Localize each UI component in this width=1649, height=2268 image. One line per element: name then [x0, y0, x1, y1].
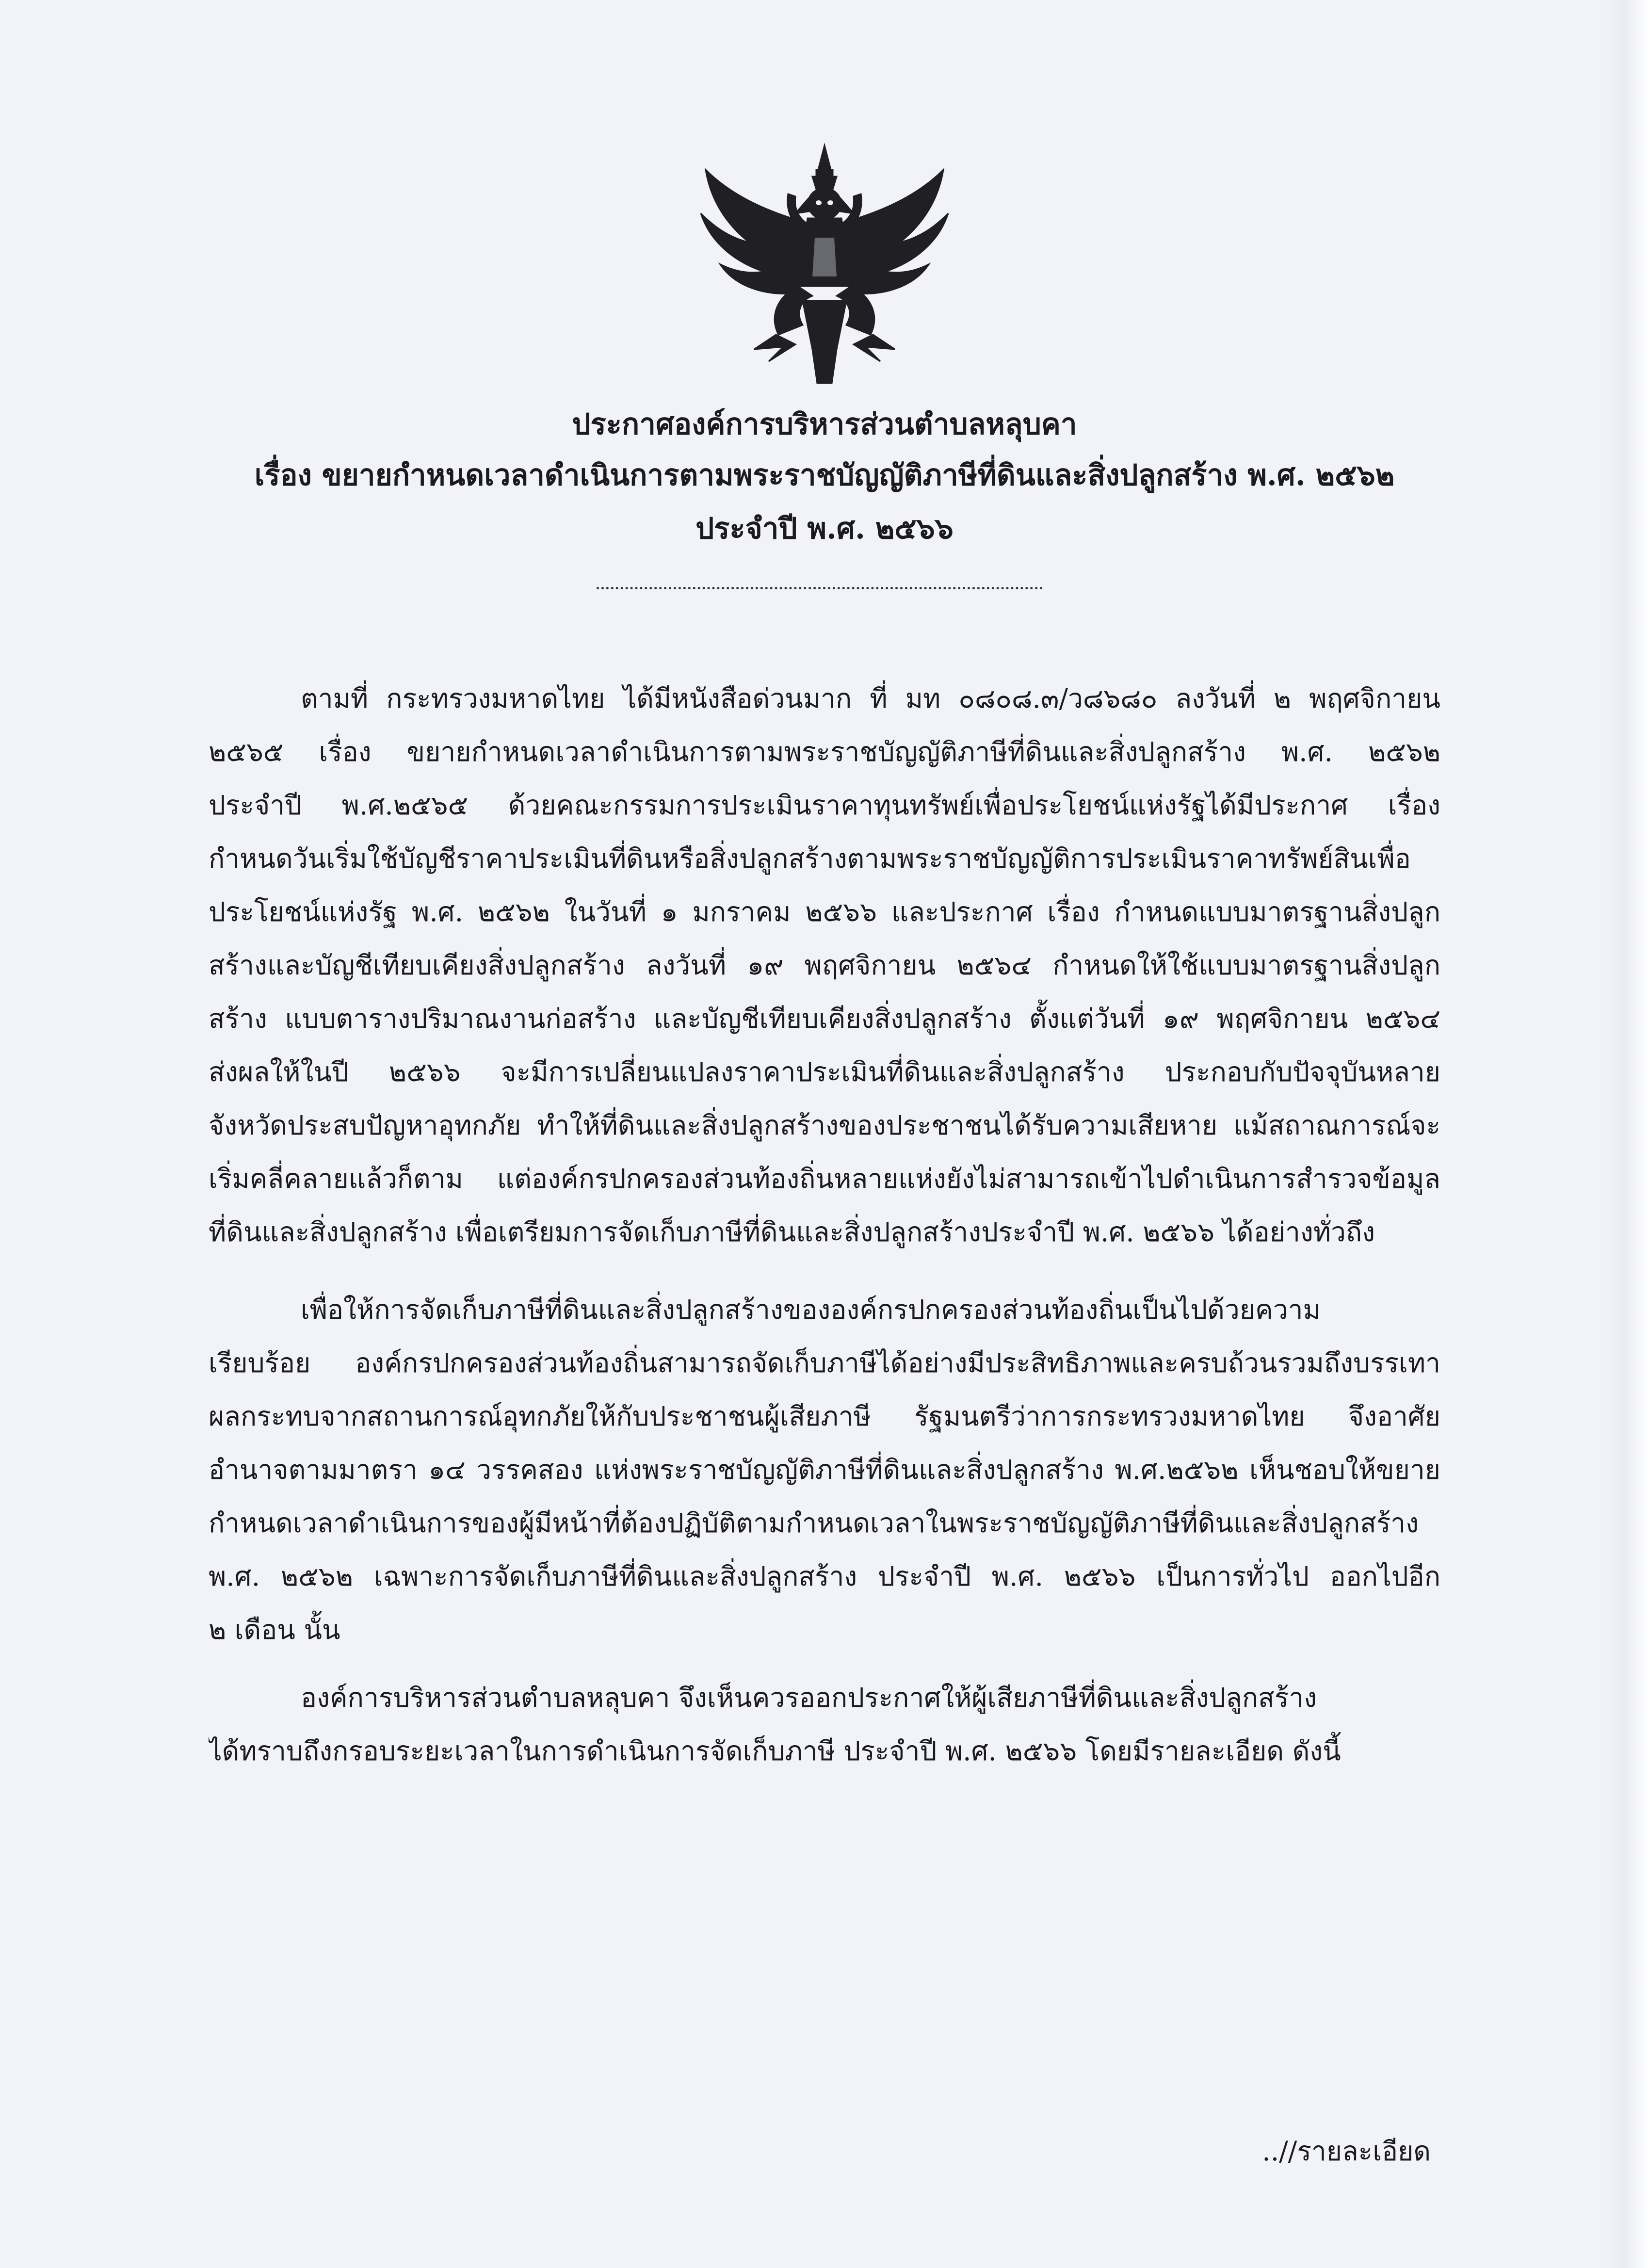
- paragraph2-line: เรียบร้อย องค์กรปกครองส่วนท้องถิ่นสามารถจัดเก็บภาษีได้อย่างมีประสิทธิภาพและครบถ้วนรวมถึงบรรเทา: [209, 1347, 1440, 1378]
- paragraph1-line: สร้าง แบบตารางปริมาณงานก่อสร้าง และบัญชีเทียบเคียงสิ่งปลูกสร้าง ตั้งแต่วันที่ ๑๙ พฤศจิกายน ๒๕๖๔: [209, 1003, 1440, 1034]
- paragraph1-line: กำหนดวันเริ่มใช้บัญชีราคาประเมินที่ดินหรือสิ่งปลูกสร้างตามพระราชบัญญัติการประเมินราคาทรัพย์สินเพื่อ: [209, 843, 1411, 874]
- page-edge: [1605, 0, 1649, 2268]
- paragraph2-line: ผลกระทบจากสถานการณ์อุทกภัยให้กับประชาชนผู้เสียภาษี รัฐมนตรีว่าการกระทรวงมหาดไทย จึงอาศัย: [209, 1401, 1440, 1432]
- continuation-note: ..//รายละเอียด: [1262, 2136, 1431, 2167]
- paragraph1-line: จังหวัดประสบปัญหาอุทกภัย ทำให้ที่ดินและสิ่งปลูกสร้างของประชาชนได้รับความเสียหาย แม้สถาณการณ์จะ: [209, 1110, 1440, 1141]
- announcement-title: ประกาศองค์การบริหารส่วนตำบลหลุบคา: [572, 407, 1077, 441]
- paragraph2-line: เพื่อให้การจัดเก็บภาษีที่ดินและสิ่งปลูกสร้างขององค์กรปกครองส่วนท้องถิ่นเป็นไปด้วยความ: [301, 1294, 1321, 1325]
- paragraph1-line: เริ่มคลี่คลายแล้วก็ตาม แต่องค์กรปกครองส่วนท้องถิ่นหลายแห่งยังไม่สามารถเข้าไปดำเนินการสำรวจข้อมูล: [209, 1163, 1440, 1194]
- garuda-emblem-icon: [691, 141, 958, 388]
- paragraph2-line: อำนาจตามมาตรา ๑๔ วรรคสอง แห่งพระราชบัญญัติภาษีที่ดินและสิ่งปลูกสร้าง พ.ศ.๒๕๖๒ เห็นชอบให้ขยาย: [209, 1454, 1440, 1485]
- paragraph1-line: ส่งผลให้ในปี ๒๕๖๖ จะมีการเปลี่ยนแปลงราคาประเมินที่ดินและสิ่งปลูกสร้าง ประกอบกับปัจจุบันหลาย: [209, 1056, 1440, 1087]
- paragraph1-line: ตามที่ กระทรวงมหาดไทย ได้มีหนังสือด่วนมาก ที่ มท ๐๘๐๘.๓/ว๘๖๘๐ ลงวันที่ ๒ พฤศจิกายน: [301, 683, 1440, 714]
- header-divider: [597, 587, 1043, 589]
- paragraph1-line: ประโยชน์แห่งรัฐ พ.ศ. ๒๕๖๒ ในวันที่ ๑ มกราคม ๒๕๖๖ และประกาศ เรื่อง กำหนดแบบมาตรฐานสิ่งปลูก: [209, 896, 1440, 927]
- paragraph1-line: สร้างและบัญชีเทียบเคียงสิ่งปลูกสร้าง ลงวันที่ ๑๙ พฤศจิกายน ๒๕๖๔ กำหนดให้ใช้แบบมาตรฐานสิ่งปลูก: [209, 950, 1440, 981]
- paragraph3-line: องค์การบริหารส่วนตำบลหลุบคา จึงเห็นควรออกประกาศให้ผู้เสียภาษีที่ดินและสิ่งปลูกสร้าง: [301, 1682, 1317, 1713]
- announcement-year: ประจำปี พ.ศ. ๒๕๖๖: [695, 512, 954, 546]
- paragraph1-line: ๒๕๖๕ เรื่อง ขยายกำหนดเวลาดำเนินการตามพระราชบัญญัติภาษีที่ดินและสิ่งปลูกสร้าง พ.ศ. ๒๕๖๒: [209, 736, 1440, 767]
- paragraph2-line: กำหนดเวลาดำเนินการของผู้มีหน้าที่ต้องปฏิบัติตามกำหนดเวลาในพระราชบัญญัติภาษีที่ดินและสิ่งปลูกสร้าง: [209, 1507, 1419, 1539]
- paragraph3-line: ได้ทราบถึงกรอบระยะเวลาในการดำเนินการจัดเก็บภาษี ประจำปี พ.ศ. ๒๕๖๖ โดยมีรายละเอียด ดังนี้: [209, 1735, 1341, 1766]
- paragraph1-line: ประจำปี พ.ศ.๒๕๖๕ ด้วยคณะกรรมการประเมินราคาทุนทรัพย์เพื่อประโยชน์แห่งรัฐได้มีประกาศ เรื่อง: [209, 790, 1440, 821]
- paragraph2-line: ๒ เดือน นั้น: [209, 1614, 340, 1645]
- paragraph1-line: ที่ดินและสิ่งปลูกสร้าง เพื่อเตรียมการจัดเก็บภาษีที่ดินและสิ่งปลูกสร้างประจำปี พ.ศ. ๒๕๖๖ ได้อย่างทั่วถึง: [209, 1216, 1375, 1247]
- announcement-subject: เรื่อง ขยายกำหนดเวลาดำเนินการตามพระราชบัญญัติภาษีที่ดินและสิ่งปลูกสร้าง พ.ศ. ๒๕๖๒: [254, 458, 1395, 492]
- paragraph2-line: พ.ศ. ๒๕๖๒ เฉพาะการจัดเก็บภาษีที่ดินและสิ่งปลูกสร้าง ประจำปี พ.ศ. ๒๕๖๖ เป็นการทั่วไป ออกไปอีก: [209, 1561, 1440, 1592]
